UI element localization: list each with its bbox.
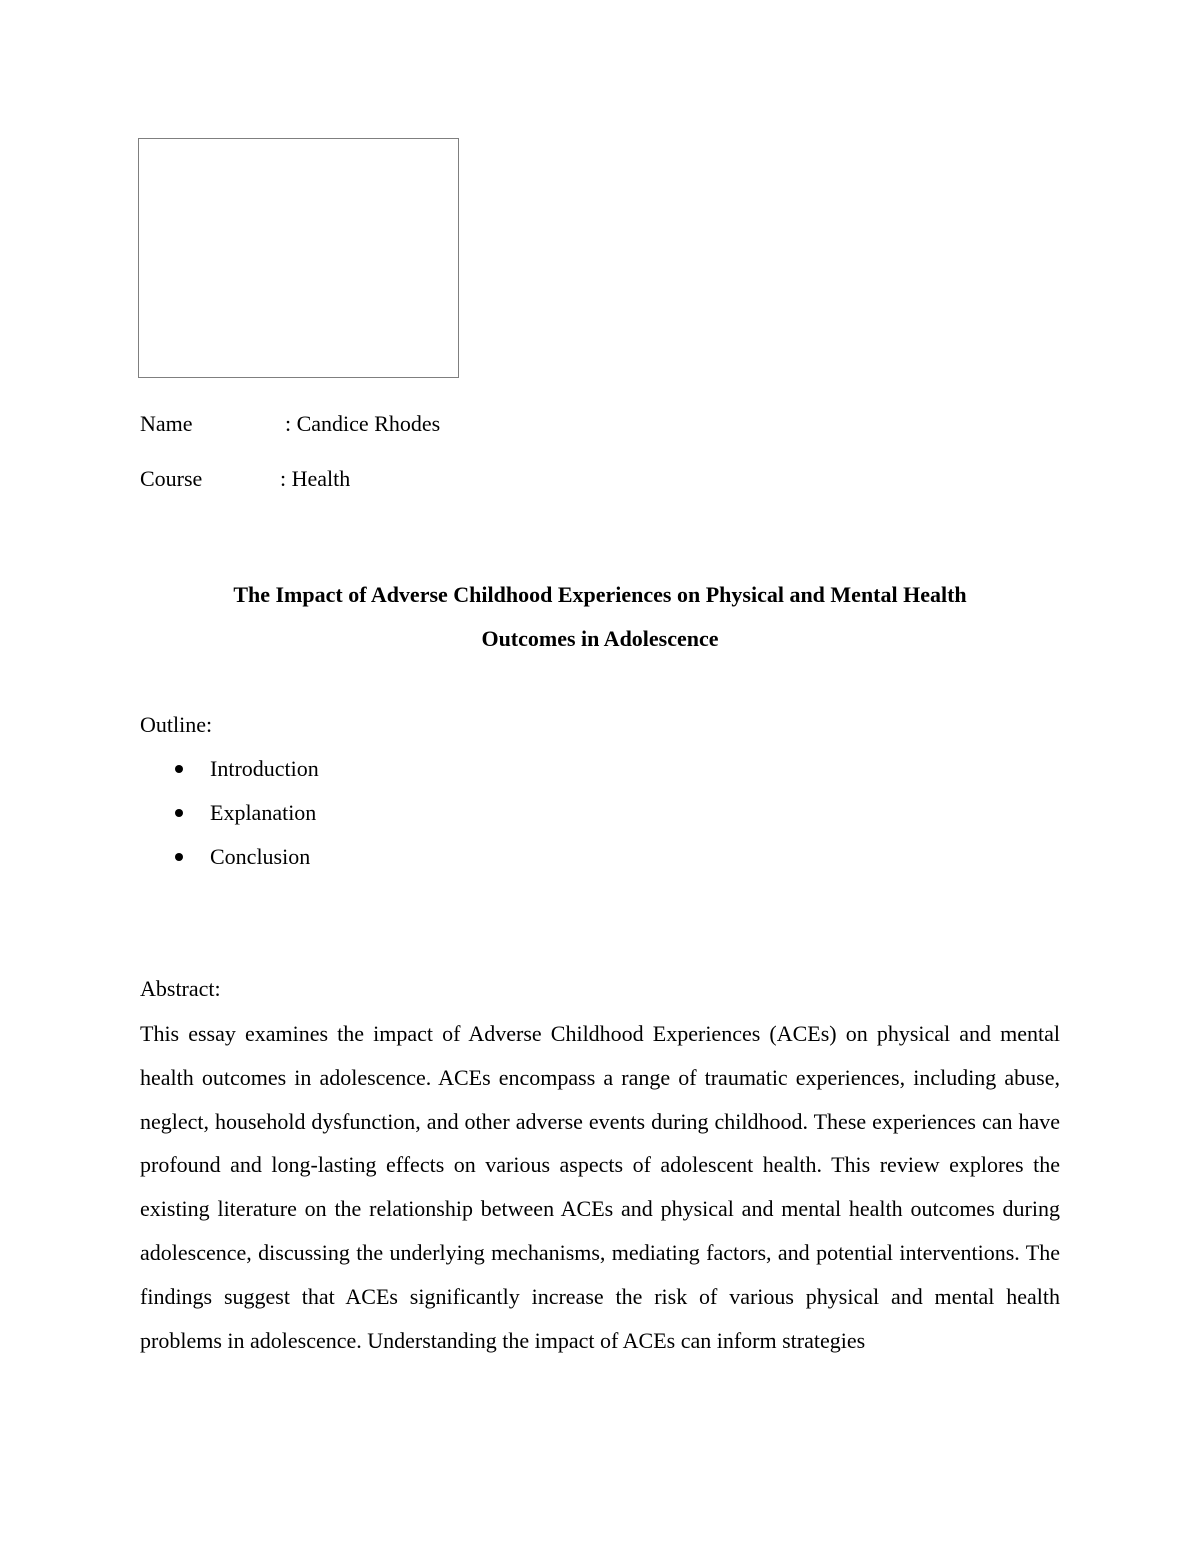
outline-item-introduction: Introduction <box>210 756 319 781</box>
list-item <box>140 754 319 798</box>
photo-placeholder <box>138 138 459 378</box>
abstract-paragraph: This essay examines the impact of Adverse Childhood Experiences (ACEs) on physical and mental health outcomes in adolescence. ACEs encompass a range of traumatic experiences, including abuse, neglect, household dysfunction, and other adverse events during childhood. These experiences can have profound and long-lasting effects on various aspects of adolescent health. This review explores the existing literature on the relationship between ACEs and physical and mental health outcomes during adolescence, discussing the underlying mechanisms, mediating factors, and potential interventions. The findings suggest that ACEs significantly increase the risk of various physical and mental health problems in adolescence. Understanding the impact of ACEs can inform strategies <box>140 1021 1060 1353</box>
outline-list <box>140 754 319 886</box>
outline-item-conclusion: Conclusion <box>210 844 311 869</box>
outline-item-explanation: Explanation <box>210 800 317 825</box>
abstract-heading: Abstract: <box>140 976 221 1001</box>
outline-heading: Outline: <box>140 712 213 737</box>
document-title <box>140 573 1060 661</box>
course-label: Course <box>140 466 203 491</box>
title-line-2: Outcomes in Adolescence <box>481 626 719 651</box>
list-item <box>140 842 319 886</box>
list-item <box>140 798 319 842</box>
bullet-icon <box>175 809 183 817</box>
name-value: : Candice Rhodes <box>285 411 441 436</box>
name-label: Name <box>140 411 193 436</box>
bullet-icon <box>175 853 183 861</box>
bullet-icon <box>175 765 183 773</box>
course-value: : Health <box>280 466 351 491</box>
title-line-1: The Impact of Adverse Childhood Experiences on Physical and Mental Health <box>233 582 967 607</box>
